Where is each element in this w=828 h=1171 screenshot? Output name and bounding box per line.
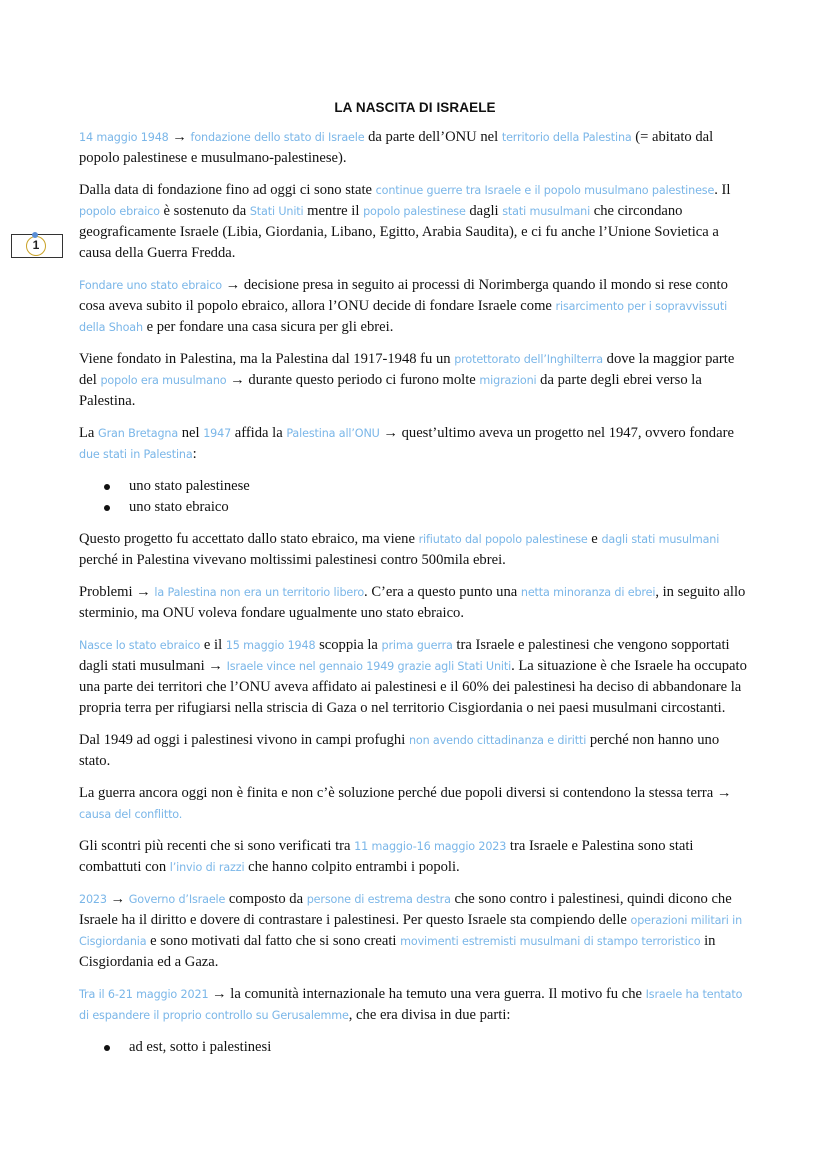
text: che hanno colpito entrambi i popoli. — [244, 859, 460, 875]
text: Questo progetto fu accettato dallo stato ebraico, ma viene — [79, 531, 419, 547]
text: , in seguito allo sterminio, ma ONU voleva fondare ugualmente uno stato ebraico. — [79, 584, 746, 621]
highlight: 2023 — [79, 893, 107, 906]
highlight: non avendo cittadinanza e diritti — [408, 734, 587, 747]
highlight: netta minoranza di ebrei — [520, 586, 656, 599]
text: perché non hanno uno stato. — [79, 732, 720, 769]
list-item — [79, 476, 751, 497]
highlight: causa del conflitto. — [79, 808, 183, 821]
text: è sostenuto da — [159, 203, 250, 219]
text: Gli scontri più recenti che si sono verificati tra — [79, 838, 355, 854]
page-title: LA NASCITA DI ISRAELE — [334, 100, 496, 115]
highlight: la Palestina non era un territorio libero — [154, 586, 365, 599]
highlight: 15 maggio 1948 — [225, 639, 316, 652]
highlight: Israele vince nel gennaio 1949 grazie agli Stati Uniti — [226, 660, 512, 673]
text: che circondano geograficamente Israele (Libia, Giordania, Libano, Egitto, Arabia Saudita), e ci fu anche l’Unione Sovietica a causa della Guerra Fredda. — [79, 203, 719, 261]
text: nel — [178, 425, 204, 441]
text: → durante questo periodo ci furono molte — [226, 372, 480, 388]
text: → decisione presa in seguito ai processi di Norimberga quando il mondo si rese conto cosa aveva subito il popolo ebraico, allora l’ONU decide di fondare Israele come — [79, 277, 728, 314]
highlight: fondazione dello stato di Israele — [190, 131, 365, 144]
text: affida la — [231, 425, 287, 441]
highlight: popolo palestinese — [363, 205, 466, 218]
text: . La situazione è che Israele ha occupato una parte dei territori che l’ONU aveva affidato ai palestinesi e il 60% dei palestinesi ha deciso di abbandonare la propria terra per rifugiarsi nella striscia di Gaza o nel territorio Cisgiordania o nei paesi musulmani circostanti. — [79, 658, 747, 716]
highlight: stati musulmani — [502, 205, 591, 218]
pin-icon — [32, 232, 38, 238]
highlight: Tra il 6-21 maggio 2021 — [79, 988, 209, 1001]
highlight: protettorato dell’Inghilterra — [454, 353, 603, 366]
highlight: l’invio di razzi — [169, 861, 245, 874]
margin-note-box[interactable] — [11, 234, 63, 258]
paragraph-10 — [79, 783, 751, 825]
highlight: Nasce lo stato ebraico — [79, 639, 201, 652]
highlight: prima guerra — [381, 639, 453, 652]
text: composto da — [225, 891, 307, 907]
text: dagli — [465, 203, 503, 219]
paragraph-2 — [79, 180, 751, 264]
text: → — [106, 891, 129, 907]
list-item-text: ad est, sotto i palestinesi — [129, 1039, 272, 1055]
text: (= abitato dal popolo palestinese e musulmano-palestinese). — [79, 129, 714, 166]
text: tra Israele e palestinesi che vengono sopportati dagli stati musulmani → — [79, 637, 730, 674]
highlight: rifiutato dal popolo palestinese — [418, 533, 588, 546]
highlight: risarcimento per i sopravvissuti della Shoah — [79, 300, 728, 334]
text: La guerra ancora oggi non è finita e non c’è soluzione perché due popoli diversi si contendono la stessa terra → — [79, 785, 732, 801]
highlight: operazioni militari in Cisgiordania — [79, 914, 743, 948]
text: Problemi → — [79, 584, 155, 600]
highlight: continue guerre tra Israele e il popolo musulmano palestinese — [375, 184, 715, 197]
text: . C’era a questo punto una — [364, 584, 521, 600]
bullet-icon — [104, 484, 110, 490]
list-item-text: uno stato palestinese — [129, 478, 250, 494]
highlight: 14 maggio 1948 — [79, 131, 169, 144]
text: dove la maggior parte del — [79, 351, 735, 388]
paragraph-7 — [79, 582, 751, 624]
text: tra Israele e Palestina sono stati combattuti con — [79, 838, 694, 875]
text: scoppia la — [315, 637, 382, 653]
text: e sono motivati dal fatto che si sono creati — [146, 933, 401, 949]
text: Dal 1949 ad oggi i palestinesi vivono in campi profughi — [79, 732, 409, 748]
highlight: 1947 — [203, 427, 232, 440]
highlight: Gran Bretagna — [98, 427, 179, 440]
text: . Il — [714, 182, 731, 198]
paragraph-12 — [79, 889, 751, 973]
highlight: Israele ha tentato di espandere il proprio controllo su Gerusalemme — [79, 988, 743, 1022]
paragraph-11 — [79, 836, 751, 878]
text: mentre il — [303, 203, 364, 219]
text: → — [168, 129, 191, 145]
text: La — [79, 425, 99, 441]
text: da parte dell’ONU nel — [364, 129, 502, 145]
list-item — [79, 1037, 751, 1058]
bullet-icon — [104, 1045, 110, 1051]
text: : — [192, 446, 197, 462]
highlight: Governo d’Israele — [128, 893, 226, 906]
text: → la comunità internazionale ha temuto una vera guerra. Il motivo fu che — [208, 986, 646, 1002]
text: e il — [200, 637, 226, 653]
text: e per fondare una casa sicura per gli ebrei. — [142, 319, 394, 335]
highlight: movimenti estremisti musulmani di stampo terroristico — [400, 935, 701, 948]
text: da parte degli ebrei verso la Palestina. — [79, 372, 702, 409]
bullet-icon — [104, 505, 110, 511]
highlight: persone di estrema destra — [306, 893, 451, 906]
list-item-text: uno stato ebraico — [129, 499, 229, 515]
highlight: Stati Uniti — [249, 205, 304, 218]
document-content — [79, 97, 751, 1069]
text: , che era divisa in due parti: — [348, 1007, 511, 1023]
highlight: due stati in Palestina — [79, 448, 193, 461]
highlight: popolo ebraico — [79, 205, 160, 218]
highlight: dagli stati musulmani — [601, 533, 720, 546]
paragraph-6 — [79, 529, 751, 571]
text: Viene fondato in Palestina, ma la Palestina dal 1917-1948 fu un — [79, 351, 455, 367]
highlight: Palestina all’ONU — [286, 427, 380, 440]
text: in Cisgiordania ed a Gaza. — [79, 933, 716, 970]
paragraph-4 — [79, 349, 751, 412]
highlight: migrazioni — [479, 374, 537, 387]
text: Dalla data di fondazione fino ad oggi ci sono state — [79, 182, 376, 198]
highlight: territorio della Palestina — [501, 131, 632, 144]
text: e — [587, 531, 602, 547]
highlight: 11 maggio-16 maggio 2023 — [354, 840, 507, 853]
bullet-list-states — [79, 476, 751, 518]
paragraph-5 — [79, 423, 751, 465]
paragraph-9 — [79, 730, 751, 772]
highlight: popolo era musulmano — [100, 374, 227, 387]
paragraph-8 — [79, 635, 751, 719]
note-number-badge: 1 — [26, 236, 46, 256]
paragraph-13 — [79, 984, 751, 1026]
text: che sono contro i palestinesi, quindi dicono che Israele ha il diritto e dovere di contrastare i palestinesi. Per questo Israele sta compiendo delle — [79, 891, 732, 928]
paragraph-1 — [79, 127, 751, 169]
list-item — [79, 497, 751, 518]
text: perché in Palestina vivevano moltissimi palestinesi contro 500mila ebrei. — [79, 552, 506, 568]
paragraph-3 — [79, 275, 751, 338]
text: → quest’ultimo aveva un progetto nel 1947, ovvero fondare — [379, 425, 734, 441]
bullet-list-jerusalem — [79, 1037, 751, 1058]
highlight: Fondare uno stato ebraico — [79, 279, 222, 292]
